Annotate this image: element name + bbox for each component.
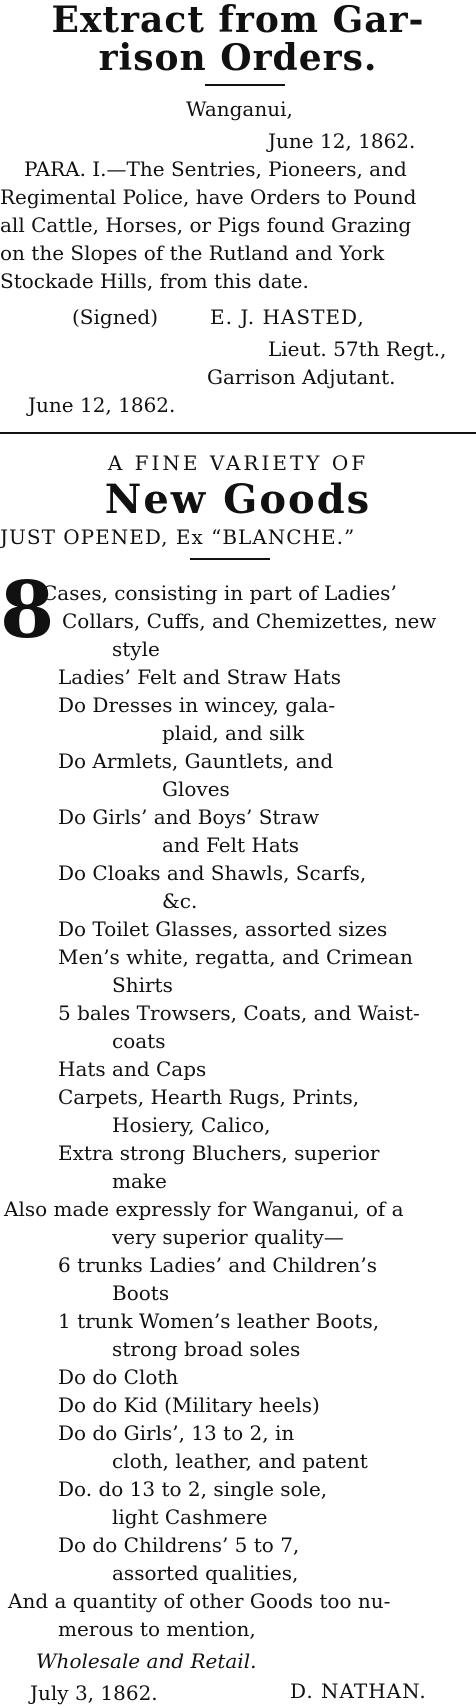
drop-cap: 8 (0, 565, 55, 656)
goods-line: plaid, and silk (162, 721, 305, 745)
goods-tagline: Wholesale and Retail. (36, 1649, 257, 1673)
signer-rank: Lieut. 57th Regt., (268, 337, 447, 361)
notice-body-line: on the Slopes of the Rutland and York (0, 241, 385, 265)
goods-line: Ladies’ Felt and Straw Hats (58, 665, 341, 689)
goods-line: Do do Cloth (58, 1365, 179, 1389)
notice-body-line: all Cattle, Horses, or Pigs found Grazing (0, 213, 412, 237)
goods-line: and Felt Hats (162, 833, 300, 857)
goods-line: assorted qualities, (112, 1561, 299, 1585)
goods-line: Men’s white, regatta, and Crimean (58, 945, 413, 969)
goods-rule (190, 558, 270, 560)
goods-line: Do Dresses in wincey, gala- (58, 693, 336, 717)
goods-line: Do do Childrens’ 5 to 7, (58, 1533, 300, 1557)
goods-line: Gloves (162, 777, 230, 801)
goods-line: 6 trunks Ladies’ and Children’s (58, 1253, 378, 1277)
goods-line: coats (112, 1029, 166, 1053)
notice-body-line: PARA. I.—The Sentries, Pioneers, and (24, 157, 407, 181)
goods-line: Cases, consisting in part of Ladies’ (42, 581, 397, 605)
goods-line: strong broad soles (112, 1337, 301, 1361)
goods-line: 5 bales Trowsers, Coats, and Waist- (58, 1001, 420, 1025)
signed-label: (Signed) (72, 305, 159, 329)
signer-name: E. J. HASTED, (210, 305, 365, 329)
goods-line: Do Toilet Glasses, assorted sizes (58, 917, 388, 941)
goods-line: Also made expressly for Wanganui, of a (4, 1197, 404, 1221)
goods-line: Do. do 13 to 2, single sole, (58, 1477, 328, 1501)
goods-line: And a quantity of other Goods too nu- (8, 1589, 391, 1613)
goods-line: Extra strong Bluchers, superior (58, 1141, 380, 1165)
notice-footer-date: June 12, 1862. (28, 393, 176, 417)
notice-body-line: Regimental Police, have Orders to Pound (0, 185, 417, 209)
goods-line: light Cashmere (112, 1505, 268, 1529)
notice-body-line: Stockade Hills, from this date. (0, 269, 309, 293)
merchant-name: D. NATHAN. (290, 1679, 427, 1703)
goods-subheading: JUST OPENED, Ex “BLANCHE.” (0, 525, 356, 549)
goods-kicker: A FINE VARIETY OF (107, 451, 369, 475)
goods-line: Do Girls’ and Boys’ Straw (58, 805, 320, 829)
goods-line: Hats and Caps (58, 1057, 207, 1081)
goods-line: very superior quality— (112, 1225, 344, 1249)
goods-line: make (112, 1169, 167, 1193)
goods-line: &c. (162, 889, 198, 913)
notice-heading-line-2: rison Orders. (98, 37, 378, 79)
notice-place: Wanganui, (186, 97, 293, 121)
goods-heading: New Goods (104, 476, 372, 523)
notice-heading-line-1: Extract from Gar- (51, 0, 425, 41)
goods-line: 1 trunk Women’s leather Boots, (58, 1309, 380, 1333)
goods-line: Do Cloaks and Shawls, Scarfs, (58, 861, 367, 885)
goods-line: cloth, leather, and patent (112, 1449, 368, 1473)
goods-line: Do do Girls’, 13 to 2, in (58, 1421, 295, 1445)
goods-line: Do do Kid (Military heels) (58, 1393, 320, 1417)
goods-line: merous to mention, (58, 1617, 256, 1641)
goods-line: Do Armlets, Gauntlets, and (58, 749, 334, 773)
signer-role: Garrison Adjutant. (207, 365, 396, 389)
goods-line: Carpets, Hearth Rugs, Prints, (58, 1085, 360, 1109)
section-divider (0, 432, 476, 434)
goods-line: style (112, 637, 160, 661)
goods-line: Boots (112, 1281, 170, 1305)
goods-date: July 3, 1862. (30, 1681, 158, 1705)
heading-rule (205, 84, 285, 86)
goods-line: Hosiery, Calico, (112, 1113, 271, 1137)
goods-line: Shirts (112, 973, 173, 997)
goods-line: Collars, Cuffs, and Chemizettes, new (62, 609, 437, 633)
notice-date: June 12, 1862. (268, 129, 416, 153)
